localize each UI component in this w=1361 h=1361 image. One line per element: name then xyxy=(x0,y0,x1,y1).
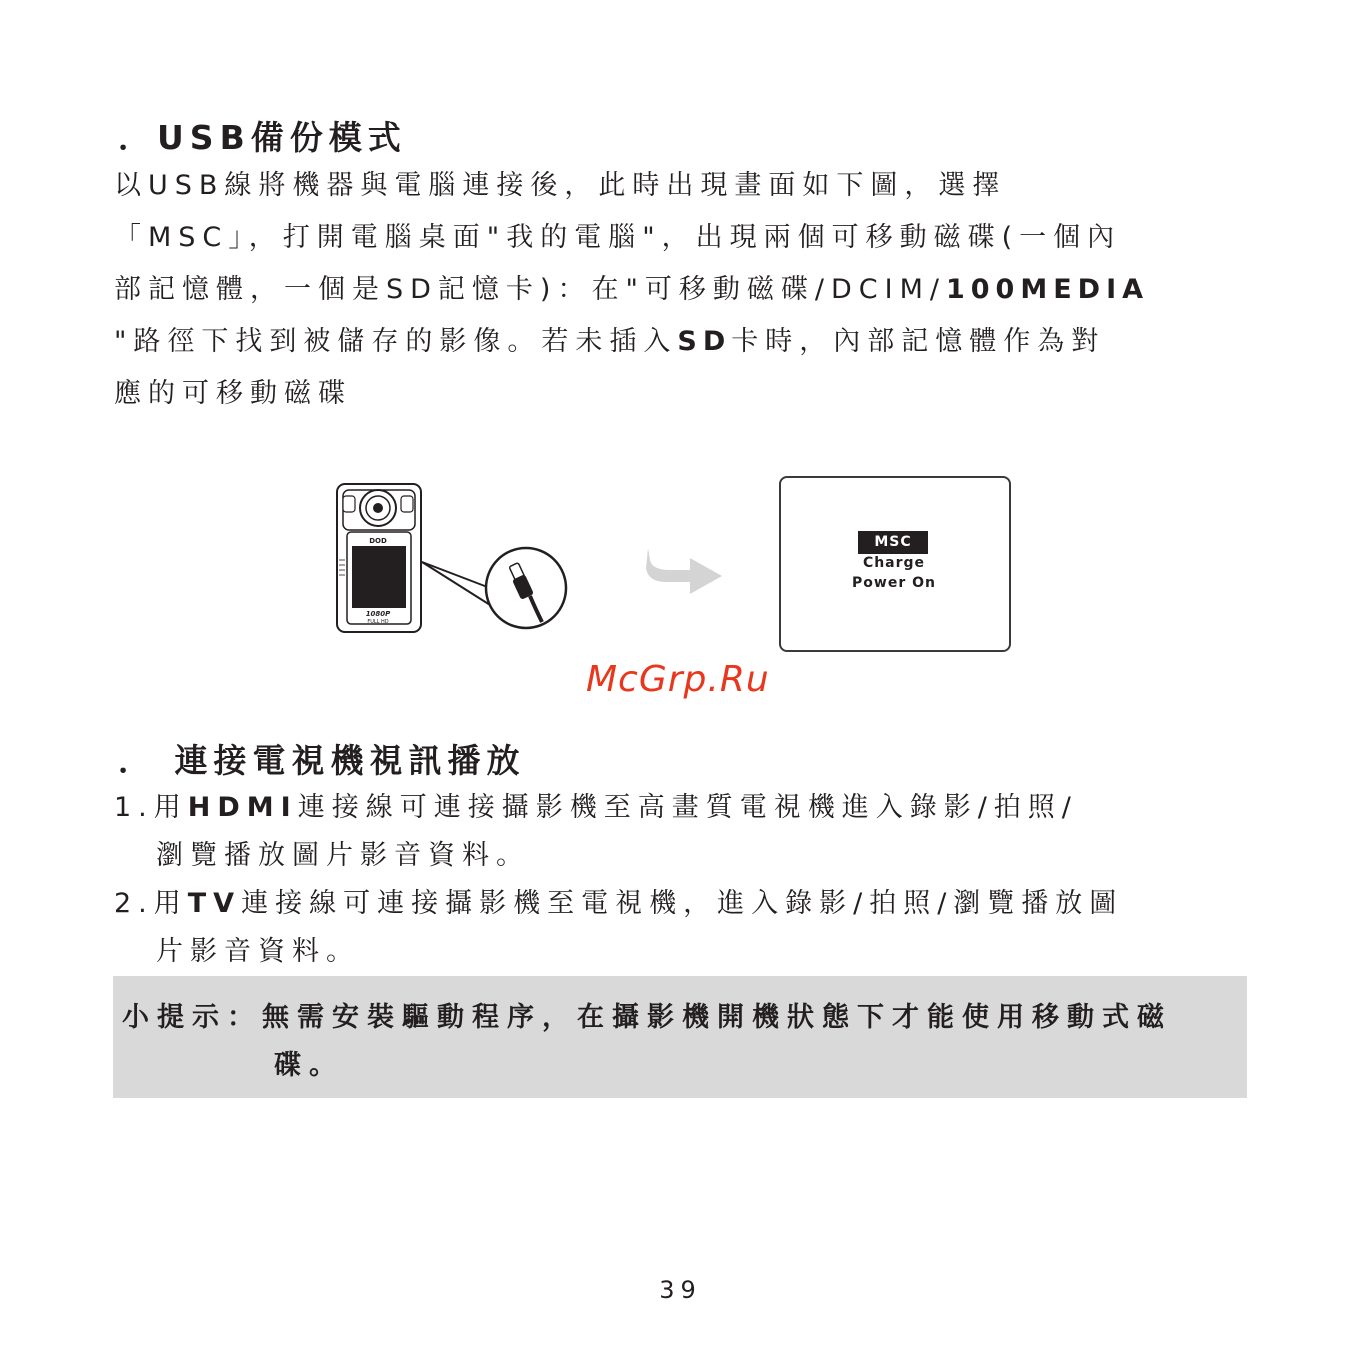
paragraph-line-5: 應的可移動磁碟 xyxy=(114,378,352,409)
camcorder-icon xyxy=(337,484,421,632)
paragraph-line-2: 「MSC」，打開電腦桌面"我的電腦"，出現兩個可移動磁碟(一個內 xyxy=(114,222,1122,253)
paragraph-line-4-text: "路徑下找到被儲存的影像。若未插入 xyxy=(114,326,678,357)
path-100media: 100MEDIA xyxy=(945,274,1150,305)
list-item-1 xyxy=(114,784,1254,832)
list-item-2-continuation: 片影音資料。 xyxy=(156,936,360,967)
list-item-2-pre: 用 xyxy=(153,888,188,919)
arrow-right-icon xyxy=(646,548,722,594)
usb-cable-callout xyxy=(422,548,566,628)
paragraph-line-4-tail: 卡時，內部記憶體作為對 xyxy=(731,326,1106,357)
usb-backup-paragraph xyxy=(114,160,1254,420)
paragraph-line-1: 以USB線將機器與電腦連接後，此時出現畫面如下圖，選擇 xyxy=(114,170,1007,201)
tip-line-1: 小提示：無需安裝驅動程序，在攝影機開機狀態下才能使用移動式磁 xyxy=(122,1002,1172,1033)
watermark-text: McGrp.Ru xyxy=(586,659,770,700)
list-item-1-text: 連接線可連接攝影機至高畫質電視機進入錄影/拍照/ xyxy=(297,792,1078,823)
section-heading-tv-playback: ． 連接電視機視訊播放 xyxy=(118,741,526,780)
menu-item-msc-selected: MSC xyxy=(858,531,928,554)
list-item-1-number: 1. xyxy=(114,792,154,823)
tip-line-2: 碟。 xyxy=(274,1050,344,1081)
sd-bold: SD xyxy=(677,326,732,357)
paragraph-line-4 xyxy=(114,316,1254,368)
paragraph-line-3 xyxy=(114,264,1254,316)
list-item-2-number: 2. xyxy=(114,888,154,919)
camera-label: 1080P xyxy=(365,610,391,618)
camera-brand: DOD xyxy=(369,537,387,545)
menu-item-power-on: Power On xyxy=(852,575,936,591)
menu-item-charge: Charge xyxy=(862,555,926,571)
list-item-2 xyxy=(114,880,1254,928)
tip-text xyxy=(122,994,1247,1090)
list-item-2-tv: TV xyxy=(187,888,242,919)
list-item-1-hdmi: HDMI xyxy=(187,792,298,823)
list-item-1-continuation: 瀏覽播放圖片影音資料。 xyxy=(156,840,530,871)
tv-playback-list xyxy=(114,784,1254,976)
section-heading-usb-backup: ．USB備份模式 xyxy=(118,118,407,157)
list-item-2-text: 連接線可連接攝影機至電視機，進入錄影/拍照/瀏覽播放圖 xyxy=(241,888,1124,919)
list-item-1-pre: 用 xyxy=(153,792,188,823)
paragraph-line-3-text: 部記憶體，一個是SD記憶卡)：在"可移動磁碟/DCIM/ xyxy=(114,274,946,305)
camera-sublabel: FULL HD xyxy=(367,619,389,625)
page-number: 39 xyxy=(659,1276,702,1304)
